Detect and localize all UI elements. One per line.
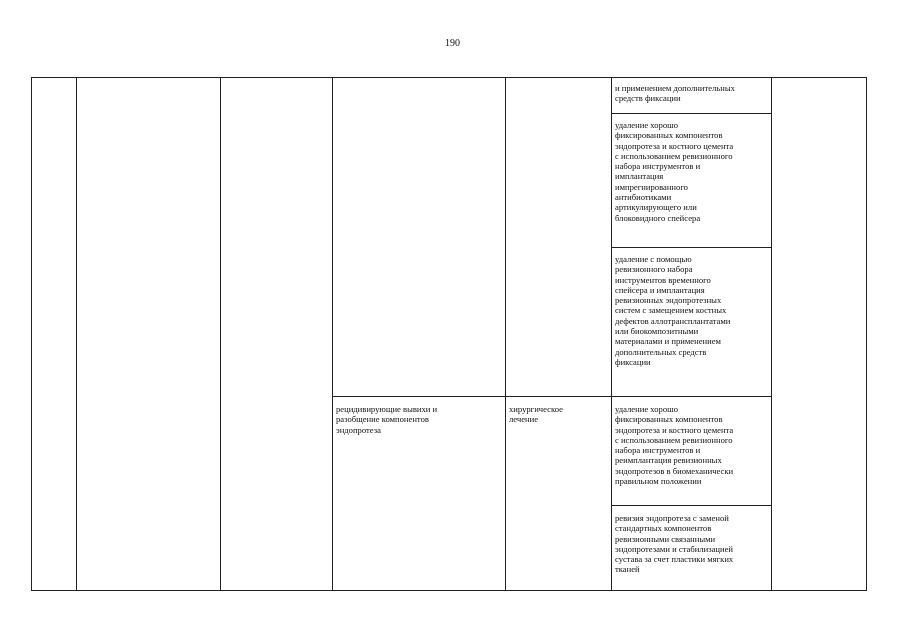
method-cell: удаление хорошо фиксированных компонентов эндопротеза и костного цемента с использованием ревизионного набора инструментов и имплантация импрегнированного антибиотиками артикулирующего или блоковидного спейсера — [615, 120, 734, 223]
row-divider — [611, 247, 771, 248]
column-divider — [76, 78, 77, 590]
method-cell: удаление с помощью ревизионного набора инструментов временного спейсера и имплантация ревизионных эндопротезных систем с замещением костных дефектов аллотрансплантатами или биокомпозитными материалами и применением дополнительных средств фиксации — [615, 254, 731, 367]
column-divider — [220, 78, 221, 590]
condition-cell: рецидивирующие вывихи и разобщение компонентов эндопротеза — [336, 404, 438, 435]
row-group-divider — [332, 396, 771, 397]
column-divider — [771, 78, 772, 590]
page-number: 190 — [445, 38, 460, 49]
method-cell: удаление хорошо фиксированных компонентов эндопротеза и костного цемента с использованием ревизионного набора инструментов и реимплантация ревизионных эндопротезов в биомеханически правильном положении — [615, 404, 734, 487]
column-divider — [611, 78, 612, 590]
row-divider — [611, 113, 771, 114]
column-divider — [505, 78, 506, 590]
row-divider — [611, 505, 771, 506]
method-cell: ревизия эндопротеза с заменой стандартных компонентов ревизионными связанными эндопротезами и стабилизацией сустава за счет пластики мягких тканей — [615, 513, 734, 575]
treatment-cell: хирургическое лечение — [509, 404, 563, 425]
medical-care-table — [31, 77, 867, 591]
column-divider — [332, 78, 333, 590]
method-cell: и применением дополнительных средств фиксации — [615, 83, 735, 104]
